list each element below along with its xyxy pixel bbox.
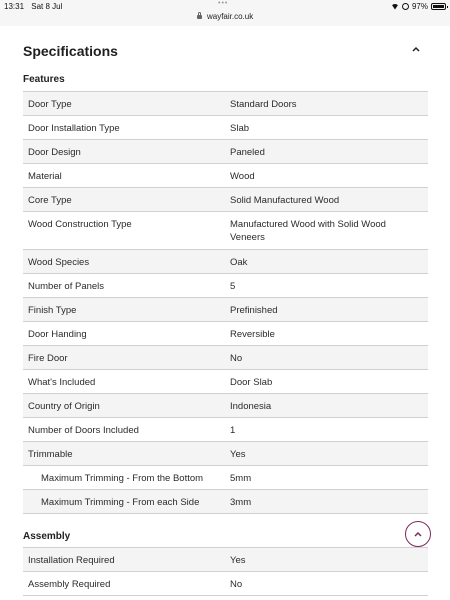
table-row xyxy=(23,212,428,250)
row-value: Yes xyxy=(230,555,246,566)
lock-icon xyxy=(197,15,202,19)
table-row xyxy=(23,442,428,466)
battery-percent: 97% xyxy=(411,2,428,11)
row-label: Door Design xyxy=(28,147,81,158)
row-label: Country of Origin xyxy=(28,401,100,412)
table-row xyxy=(23,548,428,572)
table-row xyxy=(23,466,428,490)
table-row xyxy=(23,92,428,116)
row-value: Reversible xyxy=(230,329,275,340)
row-value: Standard Doors xyxy=(230,99,297,110)
row-value: Manufactured Wood with Solid Wood Veneers xyxy=(230,219,386,243)
status-left xyxy=(4,2,67,11)
table-row xyxy=(23,322,428,346)
row-label: Installation Required xyxy=(28,555,115,566)
row-value: 1 xyxy=(230,425,236,436)
features-table xyxy=(23,91,428,514)
status-right xyxy=(391,2,446,11)
features-title: Features xyxy=(23,74,65,85)
row-label: Door Type xyxy=(28,99,72,110)
row-label: Maximum Trimming - From the Bottom xyxy=(41,473,204,484)
row-value: Yes xyxy=(230,449,246,460)
scroll-to-top-button[interactable] xyxy=(405,521,431,547)
battery-icon xyxy=(431,3,446,10)
table-row xyxy=(23,394,428,418)
table-row xyxy=(23,164,428,188)
specifications-title[interactable]: Specifications xyxy=(23,43,118,59)
row-value: Door Slab xyxy=(230,377,273,388)
status-time: 13:31 xyxy=(4,2,25,11)
wifi-icon xyxy=(391,4,399,10)
chevron-up-icon xyxy=(412,529,424,539)
row-label: Maximum Trimming - From each Side xyxy=(41,497,200,508)
row-value: Prefinished xyxy=(230,305,278,316)
row-value: Indonesia xyxy=(230,401,272,412)
row-value: Paneled xyxy=(230,147,265,158)
row-value: Oak xyxy=(230,257,248,268)
row-label: Number of Panels xyxy=(28,281,105,292)
focus-icon xyxy=(402,3,409,10)
row-label: Door Handing xyxy=(28,329,87,340)
assembly-table xyxy=(23,547,428,596)
table-row xyxy=(23,140,428,164)
address-bar[interactable] xyxy=(0,12,450,21)
row-label: Wood Construction Type xyxy=(28,219,132,230)
row-value: 3mm xyxy=(230,497,252,508)
row-label: Number of Doors Included xyxy=(28,425,139,436)
row-label: Door Installation Type xyxy=(28,123,120,134)
row-label: Fire Door xyxy=(28,353,68,364)
table-row xyxy=(23,346,428,370)
row-value: 5mm xyxy=(230,473,252,484)
table-row xyxy=(23,116,428,140)
table-row xyxy=(23,274,428,298)
table-row xyxy=(23,188,428,212)
status-bar xyxy=(0,0,450,26)
row-value: Wood xyxy=(230,171,255,182)
chevron-up-icon[interactable] xyxy=(410,44,422,54)
row-value: No xyxy=(230,579,243,590)
url-text: wayfair.co.uk xyxy=(206,12,254,21)
row-label: Wood Species xyxy=(28,257,90,268)
table-row xyxy=(23,418,428,442)
table-row xyxy=(23,370,428,394)
row-label: What's Included xyxy=(28,377,96,388)
assembly-title: Assembly xyxy=(23,531,71,542)
tab-dots-icon[interactable]: ••• xyxy=(218,0,229,7)
row-label: Finish Type xyxy=(28,305,77,316)
row-value: Slab xyxy=(230,123,250,134)
table-row xyxy=(23,250,428,274)
row-value: 5 xyxy=(230,281,236,292)
row-value: Solid Manufactured Wood xyxy=(230,195,340,206)
row-label: Assembly Required xyxy=(28,579,111,590)
row-label: Material xyxy=(28,171,62,182)
row-label: Core Type xyxy=(28,195,72,206)
status-date: Sat 8 Jul xyxy=(31,2,63,11)
table-row xyxy=(23,572,428,596)
row-label: Trimmable xyxy=(28,449,73,460)
table-row xyxy=(23,298,428,322)
table-row xyxy=(23,490,428,514)
row-value: No xyxy=(230,353,243,364)
